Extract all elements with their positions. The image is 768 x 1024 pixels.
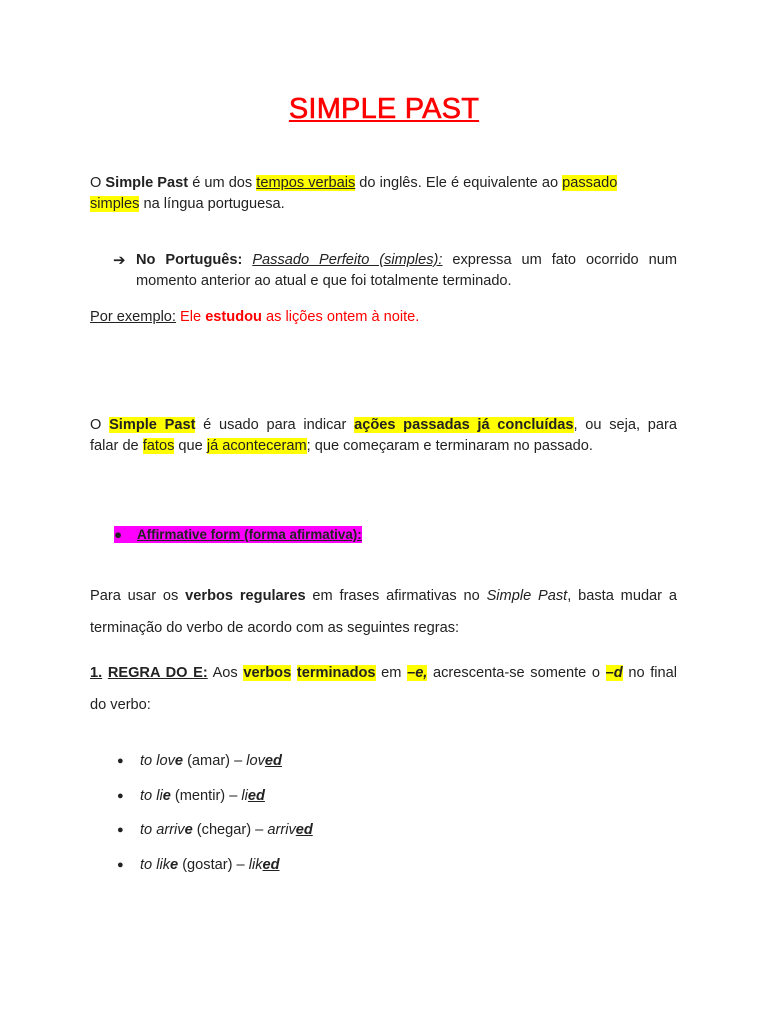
example-label: Por exemplo: [90,309,176,325]
example-text: as lições ontem à noite. [261,309,420,325]
verb-ending: e [184,822,193,839]
list-item [117,751,517,786]
usage-text: é usado para indicar [195,417,355,433]
list-item [117,855,517,890]
verb-ending: e [174,753,184,769]
verb-translation: (chegar) – [192,822,268,839]
bullet-icon: ● [117,755,124,767]
list-item [117,820,517,855]
d-ending-highlight: –d [605,665,623,681]
verb-translation: (mentir) – [170,787,242,804]
rule-1-number: 1. [90,665,103,681]
intro-text: na língua portuguesa. [139,196,285,212]
passado-highlight: passado [562,175,618,191]
usage-text: , ou seja, para [573,417,677,433]
tempos-verbais-highlight: tempos verbais [256,175,356,191]
regular-line-2: terminação do verbo de acordo com as seguintes regras: [90,620,460,636]
past-stem: arriv [267,822,296,839]
verb-translation: (amar) – [183,753,247,769]
usage-text: que [174,438,207,454]
terminados-highlight: terminados [296,665,376,681]
simple-past-italic: Simple Past [486,588,568,604]
example-line [90,307,677,328]
list-item [117,786,517,821]
past-ending: ed [247,787,265,804]
intro-text: do inglês. Ele é equivalente ao [355,175,563,191]
simple-past-term: Simple Past [105,175,189,191]
rule-1-text: no final [622,665,677,681]
verb-examples-list [117,751,517,890]
usage-text: O [90,417,110,433]
intro-text: é um dos [188,175,257,191]
past-stem: li [241,787,248,804]
affirmative-gap [122,526,137,543]
affirmative-form-heading [114,524,414,545]
acoes-passadas-highlight: ações passadas já concluídas [354,417,574,433]
passado-perfeito-term: Passado Perfeito (simples): [252,252,443,268]
simple-past-highlight: Simple Past [109,417,196,433]
verb-example [140,786,265,807]
past-stem: lik [248,857,263,874]
regular-text: em frases afirmativas no [305,588,487,604]
usage-text: falar de [90,438,143,454]
rule-1-line-2: do verbo: [90,697,151,713]
affirmative-bullet: ● [114,527,123,542]
past-ending: ed [295,822,313,839]
regular-text: , basta mudar a [567,588,677,604]
arrow-item-text: expressa um fato ocorrido num [442,252,677,268]
regular-line-1 [90,580,677,612]
regular-verbs-paragraph [90,580,677,644]
verb-stem: to li [140,787,163,804]
verbos-highlight: verbos [243,665,292,681]
past-stem: lov [246,753,265,769]
rule-1-line-1 [90,657,677,689]
verb-ending: e [162,787,171,804]
verb-stem: to arriv [140,822,185,839]
past-ending: ed [264,753,282,769]
page-title: SIMPLE PAST [288,93,480,125]
arrow-item-line-2: momento anterior ao atual e que foi totalmente terminado. [136,273,512,289]
verb-example [140,820,313,841]
verb-example [140,855,280,876]
intro-text: O [90,175,106,191]
bullet-icon: ● [117,824,124,837]
verb-example [140,751,282,772]
rule-1-label: REGRA DO E: [107,665,208,681]
rule-1-text: acrescenta-se somente o [427,665,606,681]
verbos-regulares-term: verbos regulares [185,588,306,604]
fatos-highlight: fatos [142,438,175,454]
verb-stem: to lov [140,753,175,769]
rule-1-text: Aos [207,665,244,681]
verb-ending: e [170,857,179,874]
example-verb: estudou [205,309,262,325]
usage-text: ; que começaram e terminaram no passado. [306,438,593,454]
ja-aconteceram-highlight: já aconteceram [206,438,307,454]
past-ending: ed [262,857,280,874]
regular-text: Para usar os [90,588,186,604]
affirmative-label: Affirmative form (forma afirmativa): [136,527,362,542]
example-text: Ele [175,309,206,325]
usage-paragraph [90,415,677,457]
no-portugues-label: No Português: [136,252,243,268]
right-arrow-icon: ➔ [113,252,126,269]
intro-paragraph [90,173,677,215]
bullet-icon: ● [117,789,124,802]
usage-line-1 [90,415,677,436]
bullet-icon: ● [117,859,124,872]
rule-1-text [291,665,297,681]
rule-1-paragraph [90,657,677,721]
rule-1-text: em [375,665,408,681]
verb-translation: (gostar) – [178,857,249,874]
e-ending-highlight: –e, [407,665,428,681]
verb-stem: to lik [140,857,171,874]
arrow-item-line-1 [136,250,677,271]
simples-highlight: simples [90,196,140,212]
